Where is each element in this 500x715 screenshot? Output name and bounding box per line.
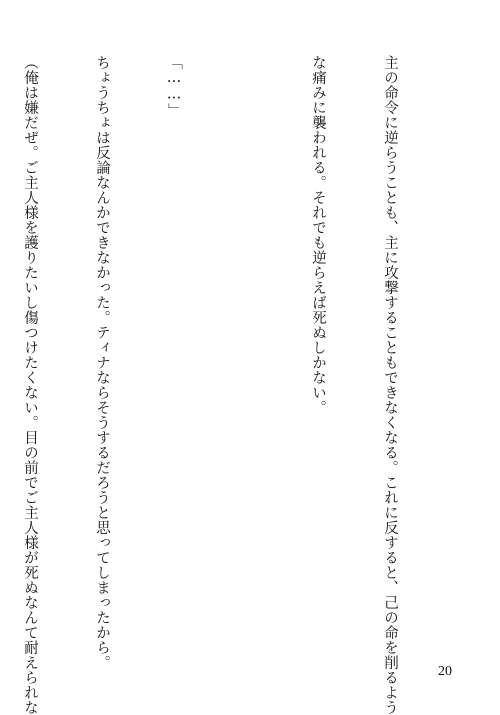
text-line: 「……」 <box>166 55 182 118</box>
page-number: 20 <box>438 664 452 679</box>
text-line: 主の命令に逆らうことも、主に攻撃することもできなくなる。これに反すると、己の命を削るよう <box>382 55 398 715</box>
text-line: ちょうちょは反論なんかできなかった。ティナならそうするだろうと思ってしまったから。 <box>94 55 110 670</box>
text-line: な痛みに襲われる。それでも逆らえば死ぬしかない。 <box>310 55 326 415</box>
text-line: （俺は嫌だぜ。ご主人様を護りたいし傷つけたくない。目の前でご主人様が死ぬなんて耐えられな <box>22 55 38 715</box>
blank-line <box>234 55 258 655</box>
